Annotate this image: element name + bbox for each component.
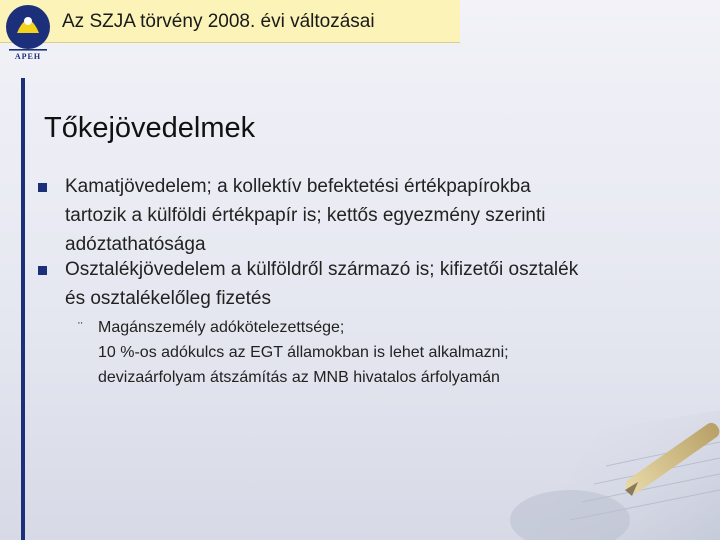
square-bullet-icon [38, 266, 47, 275]
sub-bullet-icon: ¨ [78, 319, 83, 335]
bullet-text [65, 255, 678, 313]
bullet-line: tartozik a külföldi értékpapír is; kettős egyezmény szerinti [65, 205, 546, 226]
sub-bullet-line: devizaárfolyam átszámítás az MNB hivatalos árfolyamán [98, 369, 500, 386]
bullet-item-interest-income [38, 172, 678, 259]
logo-text: APEH [14, 52, 42, 61]
bullet-line: adóztathatósága [65, 234, 206, 255]
page-title: Az SZJA törvény 2008. évi változásai [62, 11, 375, 32]
bullet-item-dividend-income [38, 255, 678, 313]
square-bullet-icon [38, 183, 47, 192]
slide-title: Tőkejövedelmek [44, 112, 256, 144]
pen-and-paper-decoration [500, 370, 720, 540]
bullet-text [65, 172, 678, 259]
bullet-line: Kamatjövedelem; a kollektív befektetési értékpapírokba [65, 176, 531, 197]
left-accent-rule [21, 78, 25, 540]
bullet-line: és osztalékelőleg fizetés [65, 288, 271, 309]
bullet-line: Osztalékjövedelem a külföldről származó is; kifizetői osztalék [65, 259, 579, 280]
sub-bullet-line: 10 %-os adókulcs az EGT államokban is lehet alkalmazni; [98, 344, 509, 361]
sub-bullet-line: Magánszemély adókötelezettsége; [98, 319, 345, 336]
